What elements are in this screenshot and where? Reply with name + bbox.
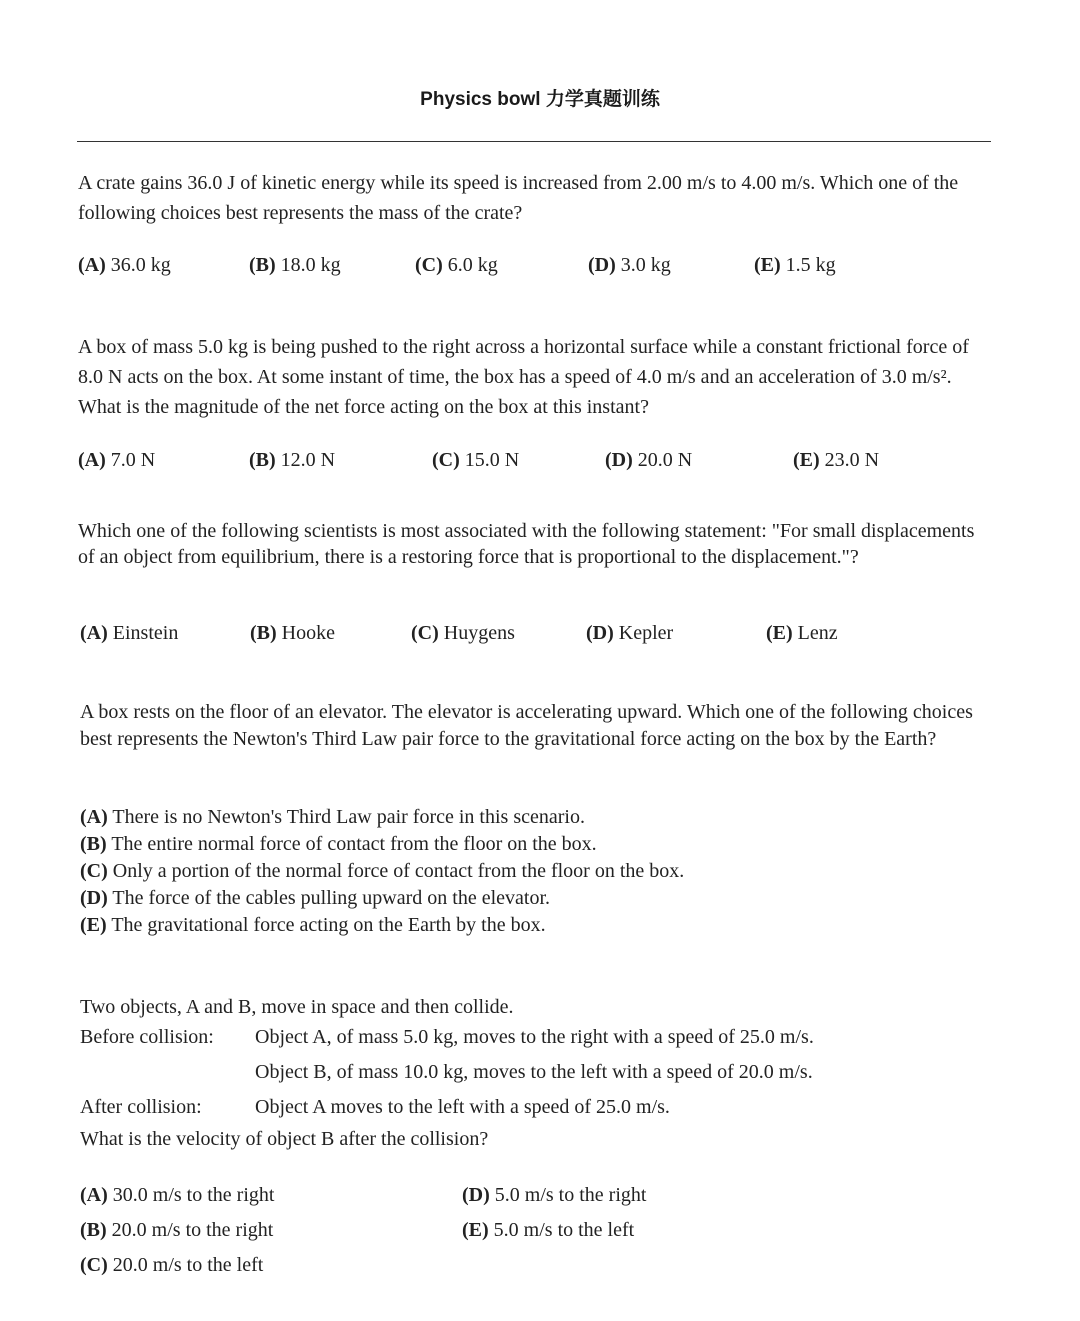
option-2e[interactable] — [793, 445, 879, 475]
option-text: 30.0 m/s to the right — [112, 1184, 275, 1206]
option-label: (E) — [462, 1219, 489, 1241]
question-5-question: What is the velocity of object B after the collision? — [80, 1128, 489, 1150]
option-4c[interactable] — [80, 858, 684, 885]
option-text: There is no Newton's Third Law pair force in this scenario. — [112, 806, 585, 828]
option-label: (D) — [80, 887, 108, 909]
option-label: (D) — [462, 1184, 490, 1206]
before-collision-object-a: Object A, of mass 5.0 kg, moves to the right with a speed of 25.0 m/s. — [255, 1026, 814, 1048]
option-text: 20.0 N — [637, 449, 693, 471]
option-4b[interactable] — [80, 831, 684, 858]
option-label: (B) — [80, 833, 107, 855]
option-label: (D) — [605, 449, 633, 471]
option-5b[interactable] — [80, 1213, 274, 1248]
option-4a[interactable] — [80, 804, 684, 831]
option-text: 7.0 N — [110, 449, 156, 471]
option-3c[interactable] — [411, 618, 515, 648]
question-4-options — [80, 804, 684, 939]
option-3e[interactable] — [766, 618, 838, 648]
option-label: (D) — [588, 254, 616, 276]
option-label: (D) — [586, 622, 614, 644]
question-1-options — [78, 250, 993, 280]
question-5-intro: Two objects, A and B, move in space and then collide. — [80, 996, 514, 1018]
option-1b[interactable] — [249, 250, 341, 280]
question-2-text: A box of mass 5.0 kg is being pushed to the right across a horizontal surface while a constant frictional force of 8.0 N acts on the box. At some instant of time, the box has a speed of 4.0 m/s and an acceleration of 3.0 m/s². What is the magnitude of the net force acting on the box at this instant? — [78, 336, 969, 418]
option-3a[interactable] — [80, 618, 178, 648]
option-1a[interactable] — [78, 250, 171, 280]
option-label: (C) — [411, 622, 439, 644]
option-5e[interactable] — [462, 1213, 646, 1248]
option-2a[interactable] — [78, 445, 155, 475]
option-text: 20.0 m/s to the right — [111, 1219, 274, 1241]
option-1e[interactable] — [754, 250, 836, 280]
option-2d[interactable] — [605, 445, 692, 475]
option-5c[interactable] — [80, 1248, 274, 1283]
option-text: Only a portion of the normal force of contact from the floor on the box. — [112, 860, 685, 882]
option-text: The entire normal force of contact from the floor on the box. — [111, 833, 597, 855]
option-label: (A) — [78, 254, 106, 276]
before-collision-row-b — [80, 1057, 990, 1087]
option-label: (B) — [249, 254, 276, 276]
after-collision-row — [80, 1092, 990, 1122]
option-label: (C) — [432, 449, 460, 471]
option-label: (B) — [80, 1219, 107, 1241]
before-collision-row — [80, 1022, 990, 1052]
option-text: The gravitational force acting on the Earth by the box. — [111, 914, 546, 936]
option-text: 1.5 kg — [785, 254, 836, 276]
question-5-options-right — [462, 1178, 646, 1248]
option-label: (A) — [80, 1184, 108, 1206]
option-2b[interactable] — [249, 445, 335, 475]
question-1-text: A crate gains 36.0 J of kinetic energy while its speed is increased from 2.00 m/s to 4.00 m/s. Which one of the following choices best represents the mass of the crate? — [78, 172, 959, 224]
question-4-text: A box rests on the floor of an elevator. The elevator is accelerating upward. Which one of the following choices best represents the Newton's Third Law pair force to the gravitational force acting on the box by the Earth? — [80, 701, 973, 750]
option-4e[interactable] — [80, 912, 684, 939]
before-collision-object-b: Object B, of mass 10.0 kg, moves to the left with a speed of 20.0 m/s. — [255, 1061, 813, 1083]
question-5-options-left — [80, 1178, 274, 1283]
option-5a[interactable] — [80, 1178, 274, 1213]
option-text: Huygens — [443, 622, 515, 644]
option-4d[interactable] — [80, 885, 684, 912]
option-text: The force of the cables pulling upward on the elevator. — [112, 887, 551, 909]
question-3-text: Which one of the following scientists is most associated with the following statement: "For small displacements of an object from equilibrium, there is a restoring force that is proportional to the displacement."? — [78, 520, 975, 568]
option-text: 36.0 kg — [110, 254, 171, 276]
option-label: (C) — [80, 860, 108, 882]
option-5d[interactable] — [462, 1178, 646, 1213]
option-label: (E) — [754, 254, 781, 276]
after-collision-object-a: Object A moves to the left with a speed of 25.0 m/s. — [255, 1096, 670, 1118]
option-text: 6.0 kg — [447, 254, 498, 276]
option-label: (B) — [249, 449, 276, 471]
option-label: (E) — [80, 914, 107, 936]
option-label: (B) — [250, 622, 277, 644]
option-label: (A) — [80, 622, 108, 644]
option-text: Hooke — [281, 622, 335, 644]
option-text: 18.0 kg — [280, 254, 341, 276]
option-label: (C) — [80, 1254, 108, 1276]
question-2-options — [78, 445, 993, 475]
option-text: 3.0 kg — [620, 254, 671, 276]
page-title: Physics bowl 力学真题训练 — [420, 89, 660, 110]
option-text: Kepler — [618, 622, 674, 644]
option-label: (E) — [766, 622, 793, 644]
header-divider — [77, 141, 991, 142]
before-collision-label: Before collision: — [80, 1026, 214, 1048]
option-text: Einstein — [112, 622, 179, 644]
option-text: 20.0 m/s to the left — [112, 1254, 264, 1276]
option-1c[interactable] — [415, 250, 498, 280]
after-collision-label: After collision: — [80, 1096, 202, 1118]
option-1d[interactable] — [588, 250, 671, 280]
option-text: 15.0 N — [464, 449, 520, 471]
option-label: (C) — [415, 254, 443, 276]
option-text: 23.0 N — [824, 449, 880, 471]
option-text: 12.0 N — [280, 449, 336, 471]
option-label: (A) — [78, 449, 106, 471]
option-text: Lenz — [797, 622, 838, 644]
option-text: 5.0 m/s to the right — [494, 1184, 647, 1206]
option-2c[interactable] — [432, 445, 519, 475]
option-3d[interactable] — [586, 618, 673, 648]
option-text: 5.0 m/s to the left — [493, 1219, 635, 1241]
option-label: (E) — [793, 449, 820, 471]
option-3b[interactable] — [250, 618, 335, 648]
option-label: (A) — [80, 806, 108, 828]
question-3-options — [78, 618, 993, 648]
